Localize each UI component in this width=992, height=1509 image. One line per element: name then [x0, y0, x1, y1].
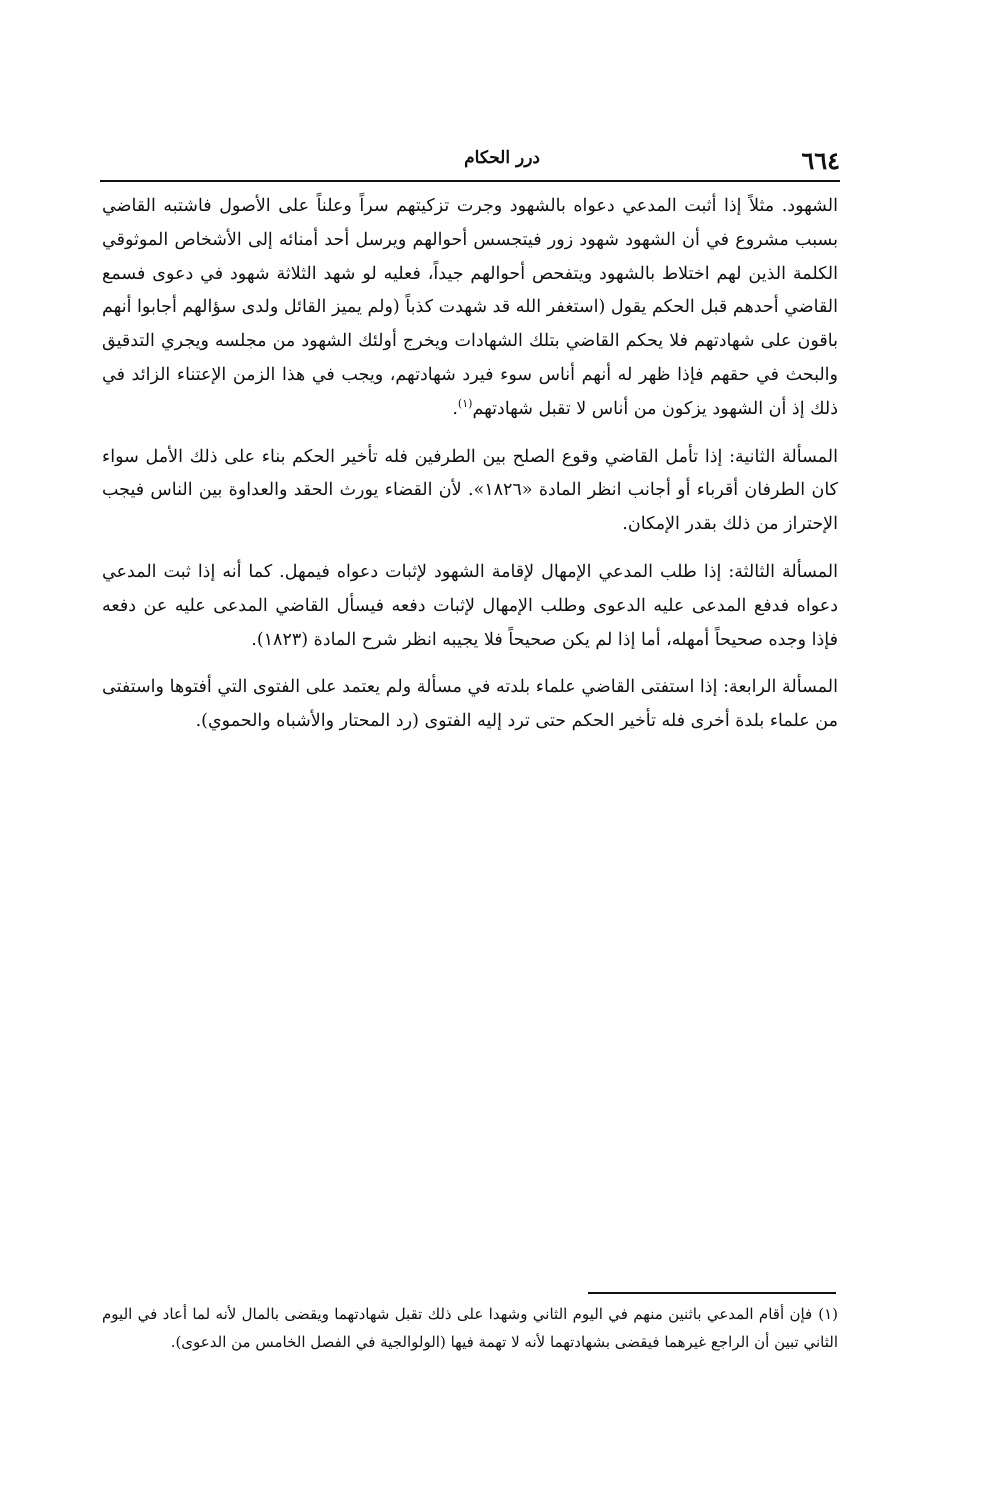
footnotes — [102, 1300, 838, 1356]
paragraph: المسألة الرابعة: إذا استفتى القاضي علماء بلدته في مسألة ولم يعتمد على الفتوى التي أفتوها واستفتى من علماء بلدة أخرى فله تأخير الحكم حتى ترد إليه الفتوى (رد المحتار والأشباه والحموي). — [102, 677, 838, 732]
paragraph: المسألة الثانية: إذا تأمل القاضي وقوع الصلح بين الطرفين فله تأخير الحكم بناء على ذلك الأمل سواء كان الطرفان أقرباء أو أجانب انظر المادة «١٨٢٦». لأن القضاء يورث الحقد والعداوة بين الناس فيجب الإحتراز من ذلك بقدر الإمكان. — [102, 446, 838, 535]
page-number: ٦٦٤ — [801, 146, 840, 175]
paragraph: المسألة الثالثة: إذا طلب المدعي الإمهال لإقامة الشهود لإثبات دعواه فيمهل. كما أنه إذا ثبت المدعي دعواه فدفع المدعى عليه الدعوى وطلب الإمهال لإثبات دفعه فيسأل القاضي المدعى عليه عن دفعه فإذا وجده صحيحاً أمهله، أما إذا لم يكن صحيحاً فلا يجيبه انظر شرح المادة (١٨٢٣). — [102, 561, 838, 650]
footnote-divider — [588, 1292, 836, 1294]
paragraph-text: الشهود. مثلاً إذا أثبت المدعي دعواه بالشهود وجرت تزكيتهم سراً وعلناً على الأصول فاشتبه القاضي بسبب مشروع في أن الشهود شهود زور فيتجسس أحوالهم ويرسل أحد أمنائه إلى الأشخاص الموثوقي الكلمة الذين لهم اختلاط بالشهود ويتفحص أحوالهم جيداً، فعليه لو شهد الثلاثة شهود في دعوى فسمع القاضي أحدهم قبل الحكم يقول (استغفر الله قد شهدت كذباً (ولم يميز القائل ولدى سؤالهم أجابوا أنهم باقون على شهادتهم فلا يحكم القاضي بتلك الشهادات ويخرج أولئك الشهود من مجلسه ويجري التدقيق والبحث في حقهم فإذا ظهر له أنهم أناس سوء فيرد شهادتهم، ويجب في هذا الزمن الإعتناء الزائد في ذلك إذ أن الشهود يزكون من أناس لا تقبل شهادتهم — [102, 196, 838, 419]
footnote-number: (١) — [818, 1305, 838, 1323]
paragraph-end: . — [452, 398, 458, 419]
running-header — [100, 140, 840, 182]
footnote-text: فإن أقام المدعي باثنين منهم في اليوم الثاني وشهدا على ذلك تقبل شهادتهما ويقضى بالمال لأنه لما أعاد في اليوم الثاني تبين أن الراجع غيرهما فيقضى بشهادتهما لأنه لا تهمة فيها (الولوالجية في الفصل الخامس من الدعوى). — [102, 1305, 838, 1351]
main-text — [102, 190, 838, 753]
footnote-reference: (١) — [457, 396, 473, 410]
footnote-item — [102, 1300, 838, 1356]
book-title: درر الحكام — [464, 148, 540, 168]
paragraph — [102, 190, 838, 427]
